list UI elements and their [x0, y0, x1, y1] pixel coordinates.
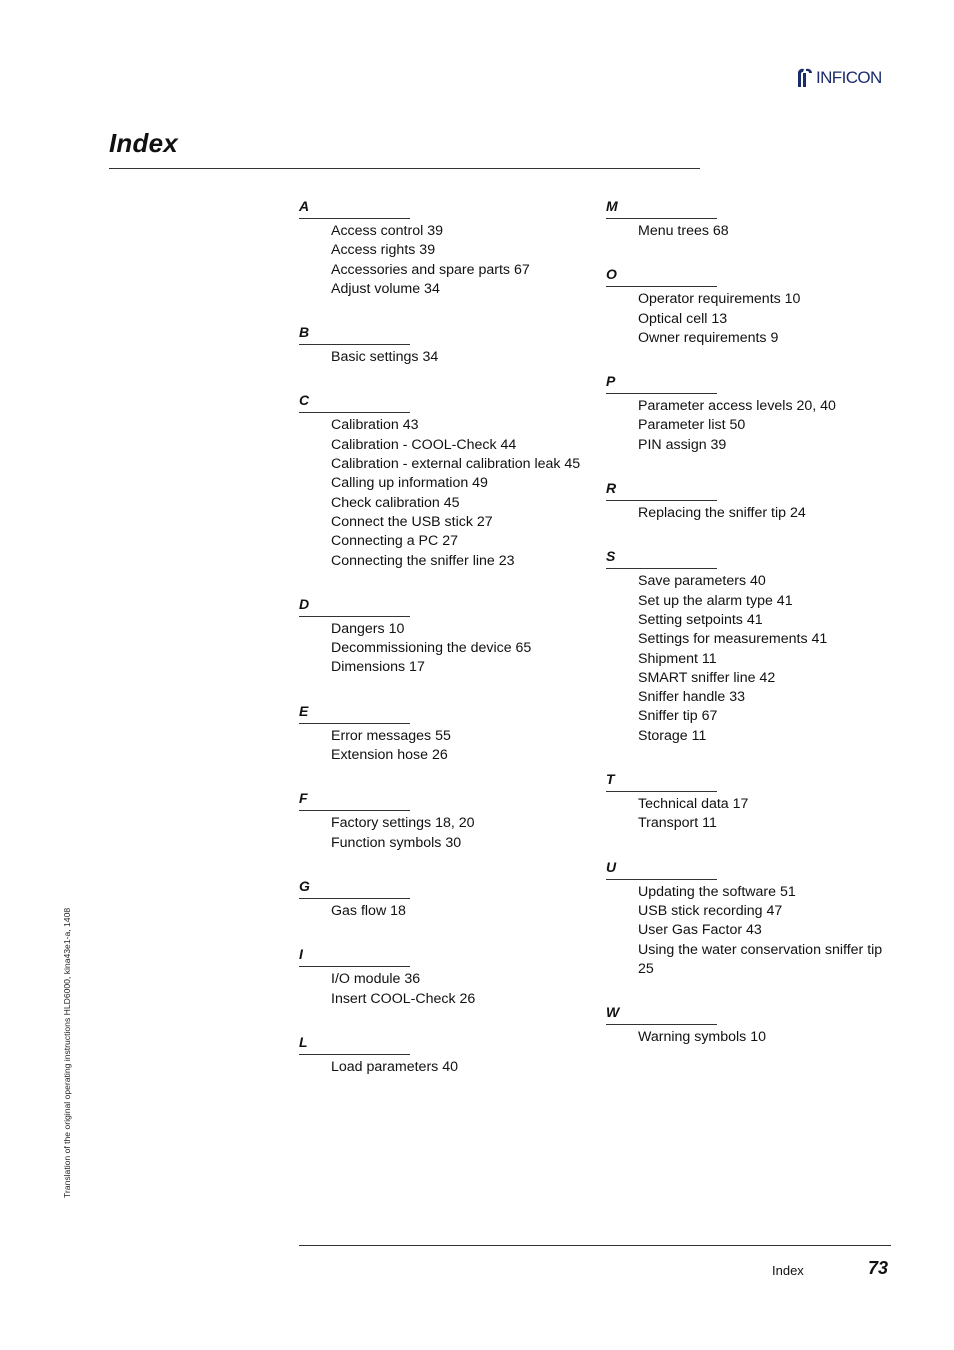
index-entry[interactable]: Owner requirements 9: [638, 329, 779, 346]
index-section-p: [606, 373, 896, 455]
letter-divider: [299, 616, 410, 617]
letter-divider: [299, 966, 410, 967]
letter-divider: [606, 568, 717, 569]
inficon-logo-icon: [794, 67, 814, 89]
index-entry[interactable]: Calling up information 49: [331, 475, 488, 492]
index-entry[interactable]: Connecting the sniffer line 23: [331, 552, 515, 569]
brand-name: INFICON: [816, 68, 882, 87]
index-entry[interactable]: Save parameters 40: [638, 573, 766, 590]
index-letter: E: [299, 702, 309, 719]
index-letter: O: [606, 266, 617, 283]
index-entry[interactable]: Connecting a PC 27: [331, 533, 458, 550]
letter-divider: [299, 412, 410, 413]
index-entry[interactable]: Parameter access levels 20, 40: [638, 398, 836, 415]
index-entry[interactable]: Calibration - external calibration leak 45: [331, 456, 581, 473]
side-note: Translation of the original operating instructions HLD6000, kina43e1-a, 1408: [62, 907, 72, 1198]
letter-divider: [606, 791, 717, 792]
index-entry[interactable]: Calibration 43: [331, 417, 419, 434]
footer-divider: [299, 1245, 891, 1246]
index-entry[interactable]: Extension hose 26: [331, 747, 448, 764]
index-entry[interactable]: Adjust volume 34: [331, 280, 440, 297]
letter-divider: [299, 810, 410, 811]
index-entry[interactable]: SMART sniffer line 42: [638, 669, 776, 686]
brand-logo: [794, 66, 882, 90]
letter-divider: [299, 898, 410, 899]
page-title: Index: [109, 128, 178, 158]
letter-divider: [606, 500, 717, 501]
index-section-o: [606, 266, 896, 348]
index-entry[interactable]: Sniffer handle 33: [638, 689, 746, 706]
index-letter: T: [606, 771, 615, 788]
index-section-f: [299, 790, 589, 853]
index-letter: B: [299, 324, 310, 341]
index-entry[interactable]: Warning symbols 10: [638, 1029, 766, 1046]
index-entry[interactable]: Dimensions 17: [331, 659, 425, 676]
index-letter: L: [299, 1033, 308, 1050]
index-entry[interactable]: Operator requirements 10: [638, 291, 801, 308]
index-entry[interactable]: Set up the alarm type 41: [638, 592, 793, 609]
index-section-c: [299, 392, 589, 570]
index-entry[interactable]: Factory settings 18, 20: [331, 815, 475, 832]
letter-divider: [299, 1054, 410, 1055]
index-letter: W: [606, 1004, 620, 1021]
index-entry[interactable]: Optical cell 13: [638, 310, 728, 327]
page-number: 73: [868, 1258, 889, 1278]
index-entry[interactable]: Transport 11: [638, 815, 717, 832]
index-letter: S: [606, 548, 616, 565]
index-letter: M: [606, 198, 618, 214]
letter-divider: [299, 344, 410, 345]
letter-divider: [606, 879, 717, 880]
index-letter: I: [299, 946, 303, 963]
index-column-right: [606, 198, 896, 1072]
index-section-g: [299, 878, 589, 921]
index-entry[interactable]: Dangers 10: [331, 620, 405, 637]
index-entry[interactable]: Load parameters 40: [331, 1058, 458, 1075]
index-section-t: [606, 771, 896, 834]
index-column-left: [299, 198, 589, 1102]
index-section-u: [606, 859, 896, 979]
index-entry[interactable]: Check calibration 45: [331, 494, 460, 511]
index-entry[interactable]: Gas flow 18: [331, 902, 406, 919]
index-entry[interactable]: Shipment 11: [638, 650, 717, 667]
letter-divider: [606, 218, 717, 219]
footer-section-name: Index: [772, 1263, 804, 1278]
index-entry[interactable]: User Gas Factor 43: [638, 922, 762, 939]
index-section-b: [299, 324, 589, 367]
index-section-i: [299, 946, 589, 1009]
index-entry[interactable]: Storage 11: [638, 727, 707, 744]
index-entry[interactable]: Error messages 55: [331, 727, 451, 744]
index-entry[interactable]: Replacing the sniffer tip 24: [638, 505, 806, 522]
index-letter: C: [299, 392, 310, 409]
index-section-a: [299, 198, 589, 299]
letter-divider: [299, 723, 410, 724]
letter-divider: [606, 393, 717, 394]
index-entry[interactable]: Updating the software 51: [638, 883, 796, 900]
index-letter: U: [606, 858, 617, 875]
index-entry[interactable]: I/O module 36: [331, 971, 421, 988]
index-entry[interactable]: Connect the USB stick 27: [331, 513, 493, 530]
letter-divider: [606, 1024, 717, 1025]
index-entry[interactable]: Sniffer tip 67: [638, 708, 718, 725]
index-entry[interactable]: Parameter list 50: [638, 417, 746, 434]
index-section-l: [299, 1034, 589, 1077]
title-divider: [109, 168, 700, 169]
index-entry[interactable]: Calibration - COOL-Check 44: [331, 436, 517, 453]
index-entry[interactable]: USB stick recording 47: [638, 902, 783, 919]
index-section-s: [606, 548, 896, 746]
index-entry[interactable]: Access rights 39: [331, 242, 436, 259]
letter-divider: [299, 218, 410, 219]
index-letter: P: [606, 373, 616, 390]
index-section-m: [606, 198, 896, 241]
index-entry[interactable]: Menu trees 68: [638, 223, 729, 239]
index-entry[interactable]: Setting setpoints 41: [638, 611, 763, 628]
index-section-e: [299, 703, 589, 766]
index-letter: F: [299, 790, 308, 807]
index-entry[interactable]: Decommissioning the device 65: [331, 640, 532, 657]
index-entry[interactable]: PIN assign 39: [638, 436, 727, 453]
index-section-d: [299, 596, 589, 678]
letter-divider: [606, 286, 717, 287]
index-entry[interactable]: Accessories and spare parts 67: [331, 261, 530, 278]
index-letter: R: [606, 480, 617, 497]
index-entry[interactable]: Access control 39: [331, 223, 443, 239]
index-entry[interactable]: Using the water conservation sniffer tip 25: [638, 941, 883, 977]
index-section-r: [606, 480, 896, 523]
index-section-w: [606, 1004, 896, 1047]
index-entry[interactable]: Technical data 17: [638, 796, 749, 813]
index-letter: D: [299, 595, 310, 612]
index-entry[interactable]: Function symbols 30: [331, 834, 462, 851]
index-letter: G: [299, 877, 310, 894]
index-entry[interactable]: Settings for measurements 41: [638, 631, 828, 648]
index-letter: A: [299, 198, 310, 214]
index-entry[interactable]: Basic settings 34: [331, 349, 439, 366]
index-entry[interactable]: Insert COOL-Check 26: [331, 990, 476, 1007]
